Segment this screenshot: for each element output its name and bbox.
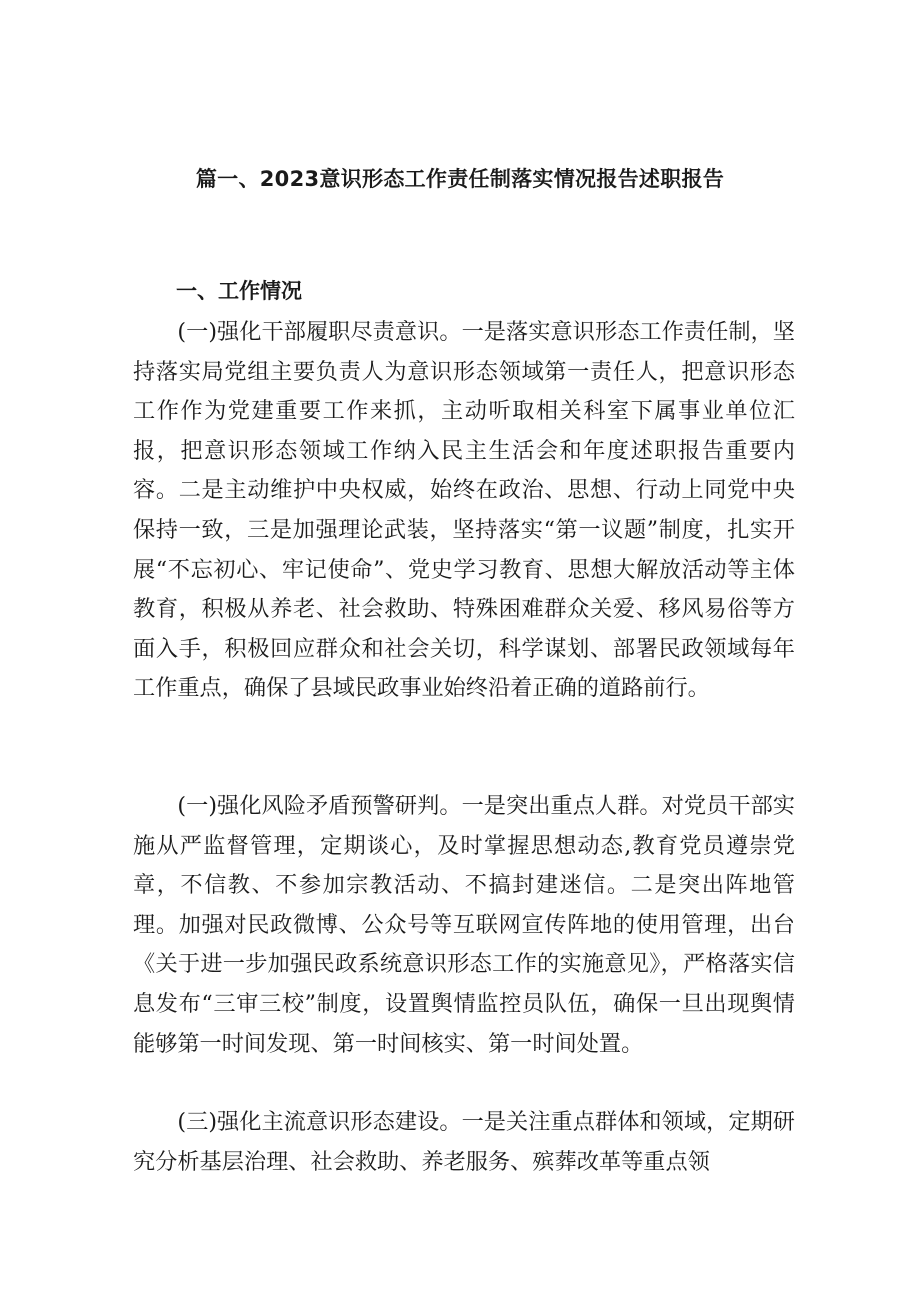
paragraph-2: (一)强化风险矛盾预警研判。一是突出重点人群。对党员干部实施从严监督管理，定期谈心，及时掌握思想动态,教育党员遵崇党章，不信教、不参加宗教活动、不搞封建迷信。二是突出阵地管理。加强对民政微博、公众号等互联网宣传阵地的使用管理，出台《关于进一步加强民政系统意识形态工作的实施意见》，严格落实信息发布“三审三校”制度，设置舆情监控员队伍，确保一旦出现舆情能够第一时间发现、第一时间核实、第一时间处置。 (133, 793, 795, 1057)
paragraph-1: (一)强化干部履职尽责意识。一是落实意识形态工作责任制，坚持落实局党组主要负责人为意识形态领域第一责任人，把意识形态工作作为党建重要工作来抓，主动听取相关科室下属事业单位汇报，把意识形态领域工作纳入民主生活会和年度述职报告重要内容。二是主动维护中央权威，始终在政治、思想、行动上同党中央保持一致，三是加强理论武装，坚持落实“第一议题”制度，扎实开展“不忘初心、牢记使命”、党史学习教育、思想大解放活动等主体教育，积极从养老、社会救助、特殊困难群众关爱、移风易俗等方面入手，积极回应群众和社会关切，科学谋划、部署民政领域每年工作重点，确保了县域民政事业始终沿着正确的道路前行。 (133, 319, 795, 702)
document-title: 篇一、2023意识形态工作责任制落实情况报告述职报告 (195, 167, 725, 191)
section-heading: 一、工作情况 (176, 279, 302, 303)
paragraph-3: (三)强化主流意识形态建设。一是关注重点群体和领域，定期研究分析基层治理、社会救助、养老服务、殡葬改革等重点领 (133, 1109, 795, 1175)
